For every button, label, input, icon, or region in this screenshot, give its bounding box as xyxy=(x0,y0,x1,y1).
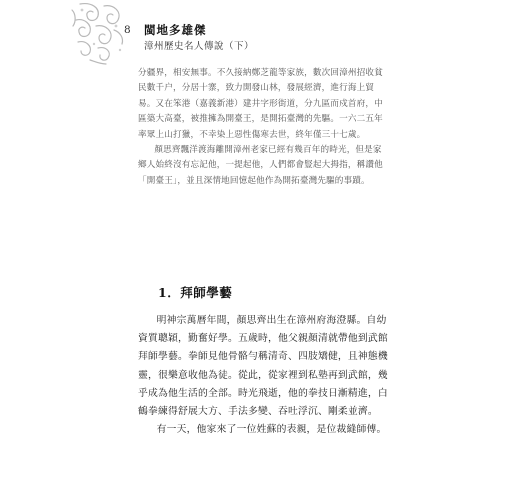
paragraph: 有一天，他家來了一位姓蘇的表親，是位裁縫師傅。 xyxy=(156,424,387,436)
decorative-scroll-ornament xyxy=(70,0,128,66)
running-title: 閩地多雄傑 xyxy=(144,23,207,37)
paragraph: 分疆界，相安無事。不久接納鄭芝龍等家族，數次回漳州招收貧民數千户，分居十寨，致力開發山林，發展經濟，進行海上貿易。又在笨港（嘉義新港）建井字形街道，分九區而戍首府，中區築大高臺，被推擁為開臺王，是開拓臺灣的先驅。一六二五年率眾上山打獵，不幸染上惡性傷寒去世，終年僅三十七歲。 xyxy=(138,68,383,140)
chapter-heading: 1．拜師學藝 xyxy=(158,285,233,300)
paragraph: 顏思齊飄洋渡海離開漳州老家已經有幾百年的時光，但是家鄉人始終沒有忘記他，一提起他，人們都會豎起大拇指，稱讚他「開臺王」，並且深情地回憶起他作為開拓臺灣先驅的事蹟。 xyxy=(138,145,383,186)
running-subtitle: 漳州歷史名人傳說（下） xyxy=(144,41,255,52)
upper-text-block xyxy=(138,66,390,189)
chapter-text-block xyxy=(138,312,390,439)
page-number: 8 xyxy=(124,24,131,36)
paragraph: 明神宗萬曆年間，顏思齊出生在漳州府海澄縣。自幼資質聰穎，勤奮好學。五歲時，他父親顏清就帶他到武館拜師學藝。拳師見他骨骼勻稱清奇、四肢矯健，且神態機靈，很樂意收他為徒。從此，從家裡到私塾再到武館，幾乎成為他生活的全部。時光飛逝，他的拳技日漸精進，白鶴拳練得舒展大方、手法多變、吞吐浮沉、剛柔並濟。 xyxy=(138,315,388,418)
